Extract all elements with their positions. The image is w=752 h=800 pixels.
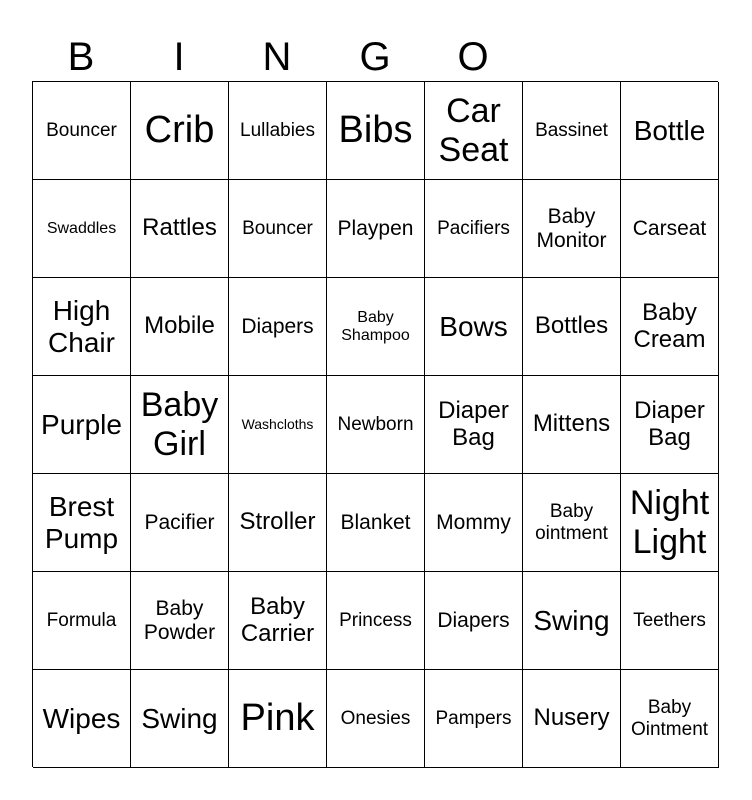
bingo-cell[interactable]: Crib xyxy=(131,82,229,180)
bingo-cell[interactable]: Princess xyxy=(327,572,425,670)
bingo-cell[interactable]: Pink xyxy=(229,670,327,768)
bingo-cell[interactable]: Swing xyxy=(131,670,229,768)
bingo-cell[interactable]: Onesies xyxy=(327,670,425,768)
header-letter-i: I xyxy=(173,35,185,79)
bingo-cell[interactable]: Bouncer xyxy=(33,82,131,180)
bingo-cell[interactable]: Baby Shampoo xyxy=(327,278,425,376)
bingo-cell[interactable]: Pampers xyxy=(425,670,523,768)
bingo-cell[interactable]: Washcloths xyxy=(229,376,327,474)
bingo-cell[interactable]: Baby Cream xyxy=(621,278,719,376)
bingo-cell[interactable]: Bouncer xyxy=(229,180,327,278)
bingo-cell[interactable]: Lullabies xyxy=(229,82,327,180)
bingo-cell[interactable]: Diapers xyxy=(425,572,523,670)
bingo-cell[interactable]: Playpen xyxy=(327,180,425,278)
bingo-cell[interactable]: Diaper Bag xyxy=(621,376,719,474)
bingo-cell[interactable]: Rattles xyxy=(131,180,229,278)
bingo-cell[interactable]: Bottles xyxy=(523,278,621,376)
bingo-cell[interactable]: Baby Carrier xyxy=(229,572,327,670)
bingo-cell[interactable]: Blanket xyxy=(327,474,425,572)
bingo-board xyxy=(32,81,718,767)
bingo-cell[interactable]: Baby ointment xyxy=(523,474,621,572)
bingo-cell[interactable]: Nusery xyxy=(523,670,621,768)
bingo-cell[interactable]: Newborn xyxy=(327,376,425,474)
bingo-cell[interactable]: Stroller xyxy=(229,474,327,572)
bingo-cell[interactable]: Carseat xyxy=(621,180,719,278)
bingo-cell[interactable]: Bassinet xyxy=(523,82,621,180)
bingo-cell[interactable]: Brest Pump xyxy=(33,474,131,572)
bingo-cell[interactable]: Bows xyxy=(425,278,523,376)
bingo-cell[interactable]: Diaper Bag xyxy=(425,376,523,474)
bingo-cell[interactable]: Baby Powder xyxy=(131,572,229,670)
bingo-cell[interactable]: Mobile xyxy=(131,278,229,376)
bingo-cell[interactable]: Wipes xyxy=(33,670,131,768)
header-letter-o: O xyxy=(457,35,489,79)
bingo-cell[interactable]: Pacifier xyxy=(131,474,229,572)
bingo-cell[interactable]: Bibs xyxy=(327,82,425,180)
bingo-cell[interactable]: Night Light xyxy=(621,474,719,572)
bingo-cell[interactable]: High Chair xyxy=(33,278,131,376)
bingo-header xyxy=(32,32,718,82)
bingo-cell[interactable]: Car Seat xyxy=(425,82,523,180)
bingo-cell[interactable]: Baby Girl xyxy=(131,376,229,474)
bingo-cell[interactable]: Bottle xyxy=(621,82,719,180)
bingo-cell[interactable]: Mommy xyxy=(425,474,523,572)
header-letter-n: N xyxy=(262,35,292,79)
bingo-cell[interactable]: Diapers xyxy=(229,278,327,376)
bingo-cell[interactable]: Baby Ointment xyxy=(621,670,719,768)
header-letter-b: B xyxy=(67,35,95,79)
bingo-cell[interactable]: Baby Monitor xyxy=(523,180,621,278)
bingo-cell[interactable]: Formula xyxy=(33,572,131,670)
bingo-cell[interactable]: Pacifiers xyxy=(425,180,523,278)
bingo-cell[interactable]: Swing xyxy=(523,572,621,670)
header-letter-g: G xyxy=(359,35,391,79)
bingo-cell[interactable]: Mittens xyxy=(523,376,621,474)
bingo-cell[interactable]: Teethers xyxy=(621,572,719,670)
bingo-cell[interactable]: Swaddles xyxy=(33,180,131,278)
bingo-cell[interactable]: Purple xyxy=(33,376,131,474)
